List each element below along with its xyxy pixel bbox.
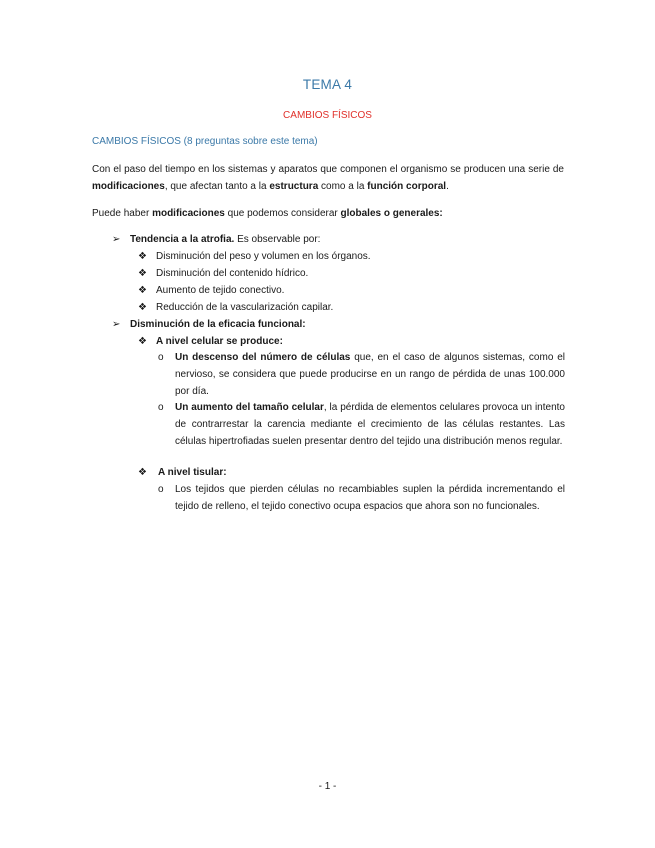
bold-run: globales o generales: xyxy=(340,208,443,219)
list-item-atrofia xyxy=(130,231,320,248)
list-item: Aumento de tejido conectivo. xyxy=(156,285,285,296)
list-item: Disminución del peso y volumen en los órganos. xyxy=(156,251,371,262)
modifications-paragraph xyxy=(92,205,564,222)
bold-run: Tendencia a la atrofia. xyxy=(130,234,235,245)
diamond-bullet-icon: ❖ xyxy=(138,467,147,478)
arrow-bullet-icon: ➢ xyxy=(112,319,121,330)
text-run: que podemos considerar xyxy=(224,208,341,219)
text-run: . xyxy=(446,181,449,192)
bold-run: estructura xyxy=(269,181,319,192)
section-heading: CAMBIOS FÍSICOS (8 preguntas sobre este tema) xyxy=(92,136,318,147)
diamond-bullet-icon: ❖ xyxy=(138,268,147,279)
list-item-tisular: A nivel tisular: xyxy=(158,467,227,478)
diamond-bullet-icon: ❖ xyxy=(138,251,147,262)
list-item-tejidos: Los tejidos que pierden células no recambiables suplen la pérdida incrementando el tejido de relleno, el tejido conectivo ocupa espacios que ahora son no funcionales. xyxy=(175,484,565,512)
list-item-eficacia: Disminución de la eficacia funcional: xyxy=(130,319,306,330)
text-run: Con el paso del tiempo en los sistemas y aparatos que componen el organismo se producen una serie de xyxy=(92,164,564,175)
bold-run: modificaciones xyxy=(152,208,225,219)
bold-run: modificaciones xyxy=(92,181,165,192)
arrow-bullet-icon: ➢ xyxy=(112,234,121,245)
diamond-bullet-icon: ❖ xyxy=(138,336,147,347)
list-item-aumento xyxy=(175,399,565,450)
bold-run: Un aumento del tamaño celular xyxy=(175,402,324,413)
circle-bullet-icon: o xyxy=(158,484,164,495)
list-item-celular: A nivel celular se produce: xyxy=(156,336,283,347)
intro-paragraph xyxy=(92,161,564,195)
circle-bullet-icon: o xyxy=(158,402,164,413)
text-run: Puede haber xyxy=(92,208,153,219)
text-run: , que afectan tanto a la xyxy=(164,181,270,192)
list-item: Disminución del contenido hídrico. xyxy=(156,268,309,279)
page-number: - 1 - xyxy=(318,781,337,792)
diamond-bullet-icon: ❖ xyxy=(138,302,147,313)
text-run: como a la xyxy=(318,181,368,192)
text-run: que, en el caso de algunos sistemas, como el nervioso, se considera que puede producirse en un rango de pérdida de unas 100.000 por día. xyxy=(175,352,565,397)
bold-run: función corporal xyxy=(367,181,447,192)
text-run: Es observable por: xyxy=(234,234,321,245)
document-title: TEMA 4 xyxy=(302,77,353,92)
list-item-descenso xyxy=(175,349,565,400)
diamond-bullet-icon: ❖ xyxy=(138,285,147,296)
circle-bullet-icon: o xyxy=(158,352,164,363)
bold-run: Un descenso del número de células xyxy=(175,352,351,363)
text-run: , la pérdida de elementos celulares provoca un intento de contrarrestar la carencia mediante el crecimiento de las células restantes. Las células hipertrofiadas suelen presentar dentro del tejido una distribución menos regular. xyxy=(175,402,565,447)
list-item: Reducción de la vascularización capilar. xyxy=(156,302,334,313)
document-subtitle: CAMBIOS FÍSICOS xyxy=(283,110,372,121)
